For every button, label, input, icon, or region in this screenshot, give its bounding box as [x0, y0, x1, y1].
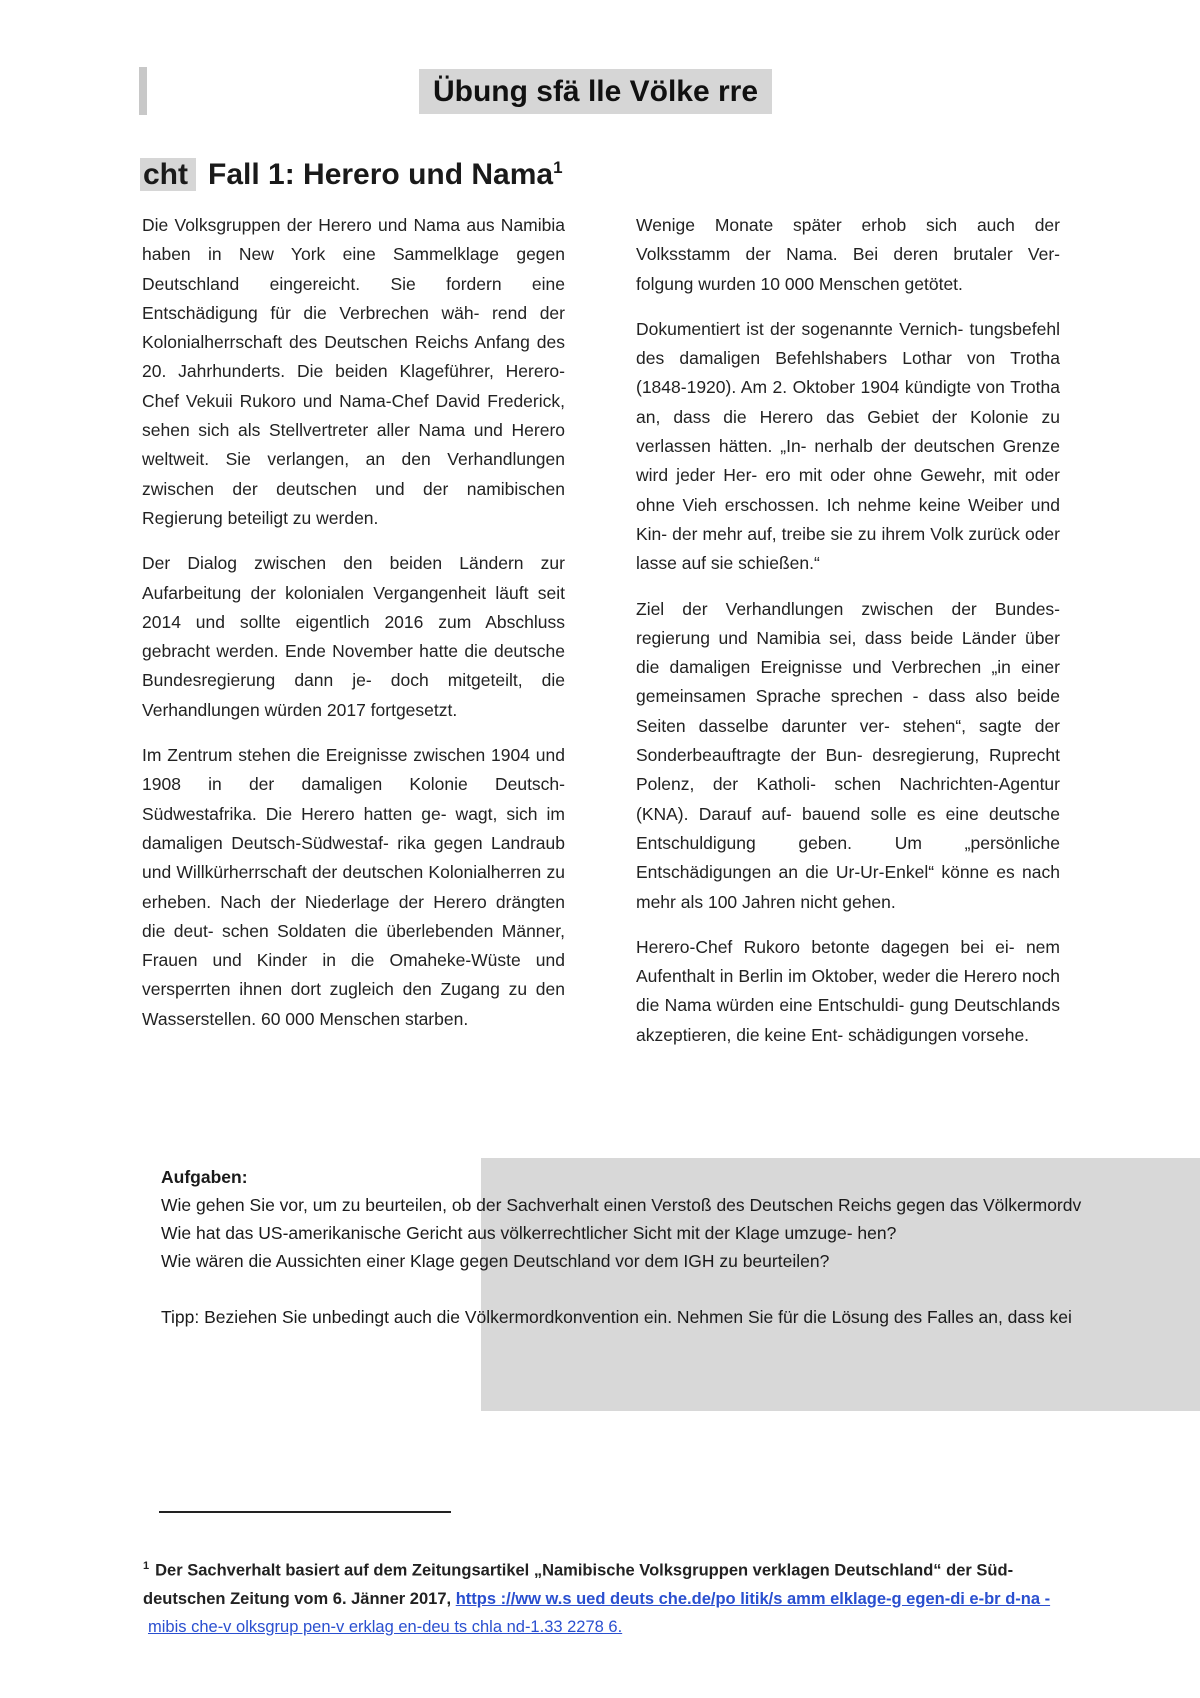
task-item: Wie hat das US-amerikanische Gericht aus völkerrechtlicher Sicht mit der Klage umzuge- hen? — [161, 1223, 897, 1243]
paragraph: Die Volksgruppen der Herero und Nama aus Namibia haben in New York eine Sammelklage gegen Deutschland eingereicht. Sie fordern eine Entschädigung für die Verbrechen wäh- rend der Kolonialherrschaft des Deutschen Reichs Anfang des 20. Jahrhunderts. Die beiden Klageführer, Herero-Chef Vekuii Rukoro und Nama-Chef David Frederick, sehen sich als Stellvertreter aller Nama und Herero weltweit. Sie verlangen, an den Verhandlungen zwischen der deutschen und der namibischen Regierung beteiligt zu werden. — [142, 215, 565, 528]
case-heading — [140, 146, 563, 190]
heading-tag: cht — [140, 158, 196, 191]
right-column — [636, 211, 1060, 1066]
paragraph: Dokumentiert ist der sogenannte Vernich- tungsbefehl des damaligen Befehlshabers Lothar von Trotha (1848-1920). Am 2. Oktober 1904 kündigte von Trotha an, dass die Herero das Gebiet der Kolonie zu verlassen hätten. „In- nerhalb der deutschen Grenze wird jeder Her- ero mit oder ohne Gewehr, mit oder ohne Vieh erschossen. Ich nehme keine Weiber und Kin- der mehr auf, treibe sie zu ihrem Volk zurück oder lasse auf sie schießen.“ — [636, 318, 1060, 574]
task-item: Wie wären die Aussichten einer Klage gegen Deutschland vor dem IGH zu beurteilen? — [161, 1251, 830, 1271]
tasks-section — [161, 1163, 1200, 1331]
footnote-link[interactable]: https ://ww w.s ued deuts che.de/po litik/s amm elklage-g egen-di e-br d-na - — [455, 1589, 1051, 1608]
paragraph: Ziel der Verhandlungen zwischen der Bundes- regierung und Namibia sei, dass beide Länder über die damaligen Ereignisse und Verbrechen „in einer gemeinsamen Sprache sprechen - dass also beide Seiten dasselbe darunter ver- stehen“, sagte der Sonderbeauftragte der Bun- desregierung, Ruprecht Polenz, der Katholi- schen Nachrichten-Agentur (KNA). Darauf auf- bauend solle es eine deutsche Entschuldigung geben. Um „persönliche Entschädigungen an die Ur-Ur-Enkel“ könne es nach mehr als 100 Jahren nicht gehen. — [636, 598, 1060, 912]
heading-footnote-mark: 1 — [553, 158, 563, 177]
paragraph: Im Zentrum stehen die Ereignisse zwischen 1904 und 1908 in der damaligen Kolonie Deutsch-Südwestafrika. Die Herero hatten ge- wagt, sich im damaligen Deutsch-Südwestaf- rika gegen Landraub und Willkürherrschaft der deutschen Kolonialherren zu erheben. Nach der Niederlage der Herero drängten die deut- schen Soldaten die überlebenden Männer, Frauen und Kinder in die Omaheke-Wüste und versperrten ihnen dort zugleich den Zugang zu den Wasserstellen. 60 000 Menschen starben. — [142, 745, 565, 1029]
footnote-divider — [159, 1511, 451, 1513]
footnote-text: Der Sachverhalt basiert auf dem Zeitungsartikel „Namibische Volksgruppen verklagen Deutschland“ der Süd- deutschen Zeitung vom 6. Jänner 2017, — [143, 1561, 1014, 1608]
heading-text: Fall 1: Herero und Nama — [208, 158, 554, 191]
task-item: Wie gehen Sie vor, um zu beurteilen, ob der Sachverhalt einen Verstoß des Deutschen Reichs gegen das Völkermordv — [161, 1195, 1082, 1215]
paragraph: Der Dialog zwischen den beiden Ländern zur Aufarbeitung der kolonialen Vergangenheit läuft seit 2014 und sollte eigentlich 2016 zum Abschluss gebracht werden. Ende November hatte die deutsche Bundesregierung dann je- doch mitgeteilt, die Verhandlungen würden 2017 fortgesetzt. — [142, 553, 565, 720]
footnote-link-continued[interactable]: mibis che-v olksgrup pen-v erklag en-deu ts chla nd-1.33 2278 6. — [148, 1617, 623, 1636]
left-column — [142, 211, 565, 1050]
paragraph: Wenige Monate später erhob sich auch der Volksstamm der Nama. Bei deren brutaler Ver- folgung wurden 10 000 Menschen getötet. — [636, 215, 1060, 294]
title-bar-marker — [139, 67, 147, 115]
paragraph: Herero-Chef Rukoro betonte dagegen bei ei- nem Aufenthalt in Berlin im Oktober, weder die Herero noch die Nama würden eine Entschuldi- gung Deutschlands akzeptieren, die keine Ent- schädigungen vorsehe. — [636, 936, 1060, 1045]
footnote — [143, 1552, 1063, 1641]
footnote-mark: 1 — [143, 1560, 150, 1572]
tip-text: Tipp: Beziehen Sie unbedingt auch die Völkermordkonvention ein. Nehmen Sie für die Lösung des Falles an, dass kei — [161, 1307, 1072, 1327]
page-title: Übung sfä lle Völke rre — [419, 69, 772, 114]
tasks-title: Aufgaben: — [161, 1167, 248, 1187]
